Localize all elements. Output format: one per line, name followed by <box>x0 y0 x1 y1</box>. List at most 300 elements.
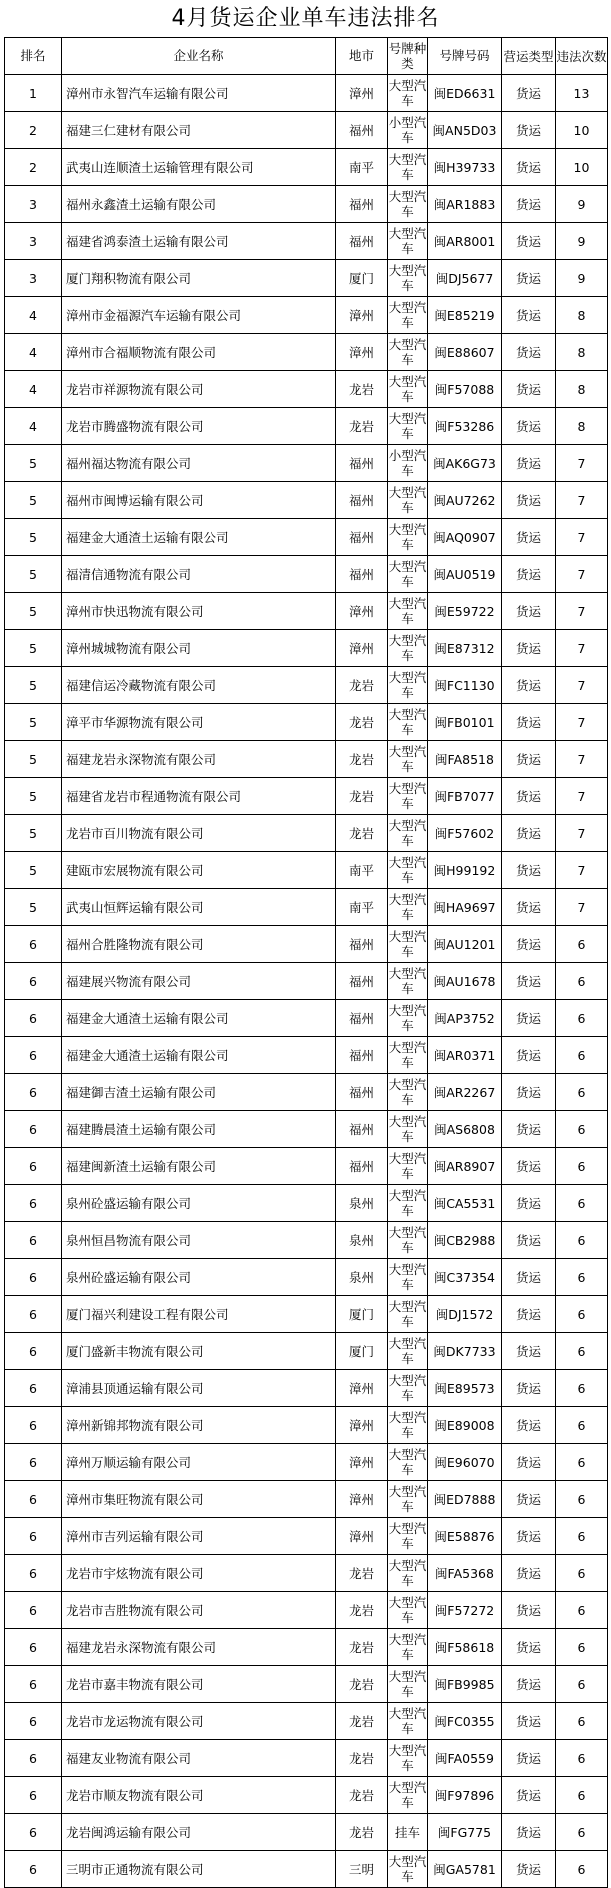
cell-rank: 6 <box>5 1481 62 1518</box>
table-row <box>5 371 608 408</box>
cell-business-type: 货运 <box>502 1407 556 1444</box>
cell-company: 漳州市吉列运输有限公司 <box>62 1518 336 1555</box>
cell-city: 龙岩 <box>336 741 388 778</box>
cell-vehicle-type: 大型汽车 <box>388 149 428 186</box>
cell-city: 龙岩 <box>336 1555 388 1592</box>
cell-plate: 闽AK6G73 <box>428 445 502 482</box>
cell-business-type: 货运 <box>502 1444 556 1481</box>
cell-business-type: 货运 <box>502 334 556 371</box>
table-row <box>5 1370 608 1407</box>
cell-rank: 5 <box>5 482 62 519</box>
cell-business-type: 货运 <box>502 1777 556 1814</box>
cell-company: 漳州新锦邦物流有限公司 <box>62 1407 336 1444</box>
cell-company: 漳平市华源物流有限公司 <box>62 704 336 741</box>
table-row <box>5 1000 608 1037</box>
cell-vehicle-type: 大型汽车 <box>388 1074 428 1111</box>
table-row <box>5 1185 608 1222</box>
cell-business-type: 货运 <box>502 630 556 667</box>
cell-violation-count: 10 <box>556 112 608 149</box>
cell-city: 漳州 <box>336 1518 388 1555</box>
cell-violation-count: 8 <box>556 371 608 408</box>
cell-violation-count: 6 <box>556 1777 608 1814</box>
table-row <box>5 1814 608 1851</box>
cell-business-type: 货运 <box>502 1666 556 1703</box>
cell-rank: 6 <box>5 1185 62 1222</box>
table-row <box>5 630 608 667</box>
cell-plate: 闽F97896 <box>428 1777 502 1814</box>
cell-plate: 闽F57602 <box>428 815 502 852</box>
cell-business-type: 货运 <box>502 778 556 815</box>
cell-violation-count: 6 <box>556 963 608 1000</box>
table-row <box>5 1111 608 1148</box>
cell-business-type: 货运 <box>502 1333 556 1370</box>
cell-rank: 3 <box>5 186 62 223</box>
cell-vehicle-type: 大型汽车 <box>388 1370 428 1407</box>
cell-vehicle-type: 大型汽车 <box>388 1148 428 1185</box>
cell-violation-count: 9 <box>556 260 608 297</box>
cell-company: 漳州市快迅物流有限公司 <box>62 593 336 630</box>
cell-business-type: 货运 <box>502 1703 556 1740</box>
cell-plate: 闽AR8907 <box>428 1148 502 1185</box>
cell-plate: 闽FG775 <box>428 1814 502 1851</box>
cell-violation-count: 6 <box>556 1222 608 1259</box>
cell-city: 龙岩 <box>336 1814 388 1851</box>
cell-violation-count: 8 <box>556 334 608 371</box>
cell-business-type: 货运 <box>502 1592 556 1629</box>
cell-violation-count: 6 <box>556 1407 608 1444</box>
cell-business-type: 货运 <box>502 1037 556 1074</box>
cell-plate: 闽AU0519 <box>428 556 502 593</box>
table-row <box>5 482 608 519</box>
cell-company: 福州永鑫渣土运输有限公司 <box>62 186 336 223</box>
cell-plate: 闽E89008 <box>428 1407 502 1444</box>
table-row <box>5 1666 608 1703</box>
cell-vehicle-type: 大型汽车 <box>388 1111 428 1148</box>
cell-city: 龙岩 <box>336 1740 388 1777</box>
cell-vehicle-type: 大型汽车 <box>388 593 428 630</box>
cell-vehicle-type: 大型汽车 <box>388 1407 428 1444</box>
cell-business-type: 货运 <box>502 667 556 704</box>
cell-company: 龙岩市龙运物流有限公司 <box>62 1703 336 1740</box>
cell-violation-count: 13 <box>556 75 608 112</box>
cell-vehicle-type: 大型汽车 <box>388 556 428 593</box>
cell-plate: 闽E58876 <box>428 1518 502 1555</box>
cell-company: 龙岩市宇炫物流有限公司 <box>62 1555 336 1592</box>
cell-business-type: 货运 <box>502 371 556 408</box>
cell-company: 福建龙岩永深物流有限公司 <box>62 1629 336 1666</box>
cell-city: 泉州 <box>336 1222 388 1259</box>
table-row <box>5 926 608 963</box>
cell-business-type: 货运 <box>502 815 556 852</box>
cell-rank: 4 <box>5 334 62 371</box>
cell-rank: 5 <box>5 556 62 593</box>
table-row <box>5 149 608 186</box>
table-row <box>5 593 608 630</box>
table-row <box>5 1629 608 1666</box>
cell-rank: 5 <box>5 593 62 630</box>
cell-company: 武夷山连顺渣土运输管理有限公司 <box>62 149 336 186</box>
cell-city: 厦门 <box>336 1296 388 1333</box>
cell-city: 福州 <box>336 1074 388 1111</box>
cell-violation-count: 7 <box>556 667 608 704</box>
cell-vehicle-type: 大型汽车 <box>388 1740 428 1777</box>
cell-vehicle-type: 大型汽车 <box>388 1000 428 1037</box>
table-row <box>5 1777 608 1814</box>
cell-plate: 闽E87312 <box>428 630 502 667</box>
cell-company: 漳浦县顶通运输有限公司 <box>62 1370 336 1407</box>
cell-vehicle-type: 大型汽车 <box>388 1185 428 1222</box>
cell-plate: 闽FB7077 <box>428 778 502 815</box>
cell-company: 漳州市合福顺物流有限公司 <box>62 334 336 371</box>
cell-rank: 5 <box>5 704 62 741</box>
header-rank: 排名 <box>5 38 62 75</box>
cell-business-type: 货运 <box>502 482 556 519</box>
cell-vehicle-type: 大型汽车 <box>388 926 428 963</box>
table-row <box>5 334 608 371</box>
cell-violation-count: 6 <box>556 1444 608 1481</box>
cell-plate: 闽FA5368 <box>428 1555 502 1592</box>
cell-city: 龙岩 <box>336 371 388 408</box>
table-row <box>5 1555 608 1592</box>
cell-violation-count: 6 <box>556 1740 608 1777</box>
cell-rank: 6 <box>5 926 62 963</box>
cell-plate: 闽FB0101 <box>428 704 502 741</box>
cell-company: 龙岩市嘉丰物流有限公司 <box>62 1666 336 1703</box>
cell-city: 福州 <box>336 482 388 519</box>
cell-plate: 闽C37354 <box>428 1259 502 1296</box>
table-row <box>5 1518 608 1555</box>
cell-business-type: 货运 <box>502 593 556 630</box>
cell-rank: 6 <box>5 1851 62 1888</box>
cell-violation-count: 7 <box>556 815 608 852</box>
header-company: 企业名称 <box>62 38 336 75</box>
cell-rank: 4 <box>5 408 62 445</box>
cell-city: 漳州 <box>336 334 388 371</box>
table-row <box>5 408 608 445</box>
cell-city: 福州 <box>336 1000 388 1037</box>
cell-company: 福建省鸿泰渣土运输有限公司 <box>62 223 336 260</box>
cell-city: 福州 <box>336 186 388 223</box>
cell-city: 龙岩 <box>336 1629 388 1666</box>
cell-city: 龙岩 <box>336 1592 388 1629</box>
cell-vehicle-type: 大型汽车 <box>388 815 428 852</box>
cell-rank: 5 <box>5 815 62 852</box>
table-row <box>5 112 608 149</box>
cell-business-type: 货运 <box>502 556 556 593</box>
cell-city: 漳州 <box>336 1407 388 1444</box>
cell-vehicle-type: 挂车 <box>388 1814 428 1851</box>
cell-rank: 6 <box>5 1074 62 1111</box>
cell-plate: 闽AS6808 <box>428 1111 502 1148</box>
cell-business-type: 货运 <box>502 1222 556 1259</box>
cell-vehicle-type: 大型汽车 <box>388 1703 428 1740</box>
cell-company: 福建三仁建材有限公司 <box>62 112 336 149</box>
cell-business-type: 货运 <box>502 186 556 223</box>
cell-business-type: 货运 <box>502 408 556 445</box>
cell-vehicle-type: 大型汽车 <box>388 852 428 889</box>
cell-violation-count: 6 <box>556 1481 608 1518</box>
table-row <box>5 556 608 593</box>
cell-plate: 闽DJ1572 <box>428 1296 502 1333</box>
cell-rank: 6 <box>5 1592 62 1629</box>
cell-plate: 闽E88607 <box>428 334 502 371</box>
cell-plate: 闽AR0371 <box>428 1037 502 1074</box>
cell-company: 龙岩市吉胜物流有限公司 <box>62 1592 336 1629</box>
cell-plate: 闽FC1130 <box>428 667 502 704</box>
cell-plate: 闽E59722 <box>428 593 502 630</box>
cell-city: 漳州 <box>336 1370 388 1407</box>
table-row <box>5 297 608 334</box>
table-row <box>5 1444 608 1481</box>
cell-city: 龙岩 <box>336 408 388 445</box>
cell-rank: 5 <box>5 445 62 482</box>
cell-rank: 6 <box>5 1000 62 1037</box>
table-row <box>5 963 608 1000</box>
cell-violation-count: 9 <box>556 186 608 223</box>
cell-rank: 3 <box>5 223 62 260</box>
cell-violation-count: 6 <box>556 1703 608 1740</box>
cell-city: 厦门 <box>336 1333 388 1370</box>
cell-business-type: 货运 <box>502 1629 556 1666</box>
cell-company: 龙岩市祥源物流有限公司 <box>62 371 336 408</box>
cell-vehicle-type: 大型汽车 <box>388 1629 428 1666</box>
cell-city: 龙岩 <box>336 704 388 741</box>
table-row <box>5 1037 608 1074</box>
cell-plate: 闽FA8518 <box>428 741 502 778</box>
cell-business-type: 货运 <box>502 1851 556 1888</box>
cell-plate: 闽DJ5677 <box>428 260 502 297</box>
cell-company: 福建闽新渣土运输有限公司 <box>62 1148 336 1185</box>
cell-company: 福建龙岩永深物流有限公司 <box>62 741 336 778</box>
table-row <box>5 1851 608 1888</box>
cell-plate: 闽ED6631 <box>428 75 502 112</box>
cell-vehicle-type: 大型汽车 <box>388 1666 428 1703</box>
cell-business-type: 货运 <box>502 889 556 926</box>
cell-vehicle-type: 大型汽车 <box>388 223 428 260</box>
cell-rank: 6 <box>5 1666 62 1703</box>
cell-city: 漳州 <box>336 75 388 112</box>
cell-business-type: 货运 <box>502 1481 556 1518</box>
cell-violation-count: 6 <box>556 1592 608 1629</box>
cell-company: 龙岩闽鸿运输有限公司 <box>62 1814 336 1851</box>
cell-vehicle-type: 大型汽车 <box>388 1481 428 1518</box>
cell-city: 南平 <box>336 149 388 186</box>
cell-violation-count: 7 <box>556 778 608 815</box>
cell-violation-count: 7 <box>556 704 608 741</box>
cell-violation-count: 6 <box>556 1333 608 1370</box>
cell-violation-count: 7 <box>556 482 608 519</box>
table-row <box>5 815 608 852</box>
cell-vehicle-type: 大型汽车 <box>388 741 428 778</box>
table-row <box>5 1148 608 1185</box>
cell-plate: 闽AU7262 <box>428 482 502 519</box>
cell-vehicle-type: 大型汽车 <box>388 1259 428 1296</box>
cell-business-type: 货运 <box>502 1296 556 1333</box>
cell-violation-count: 6 <box>556 1296 608 1333</box>
cell-company: 福建金大通渣土运输有限公司 <box>62 1000 336 1037</box>
cell-city: 福州 <box>336 1148 388 1185</box>
cell-rank: 6 <box>5 1777 62 1814</box>
cell-violation-count: 6 <box>556 926 608 963</box>
header-city: 地市 <box>336 38 388 75</box>
cell-violation-count: 7 <box>556 445 608 482</box>
cell-violation-count: 6 <box>556 1555 608 1592</box>
table-header <box>5 38 608 75</box>
cell-company: 福建友业物流有限公司 <box>62 1740 336 1777</box>
cell-business-type: 货运 <box>502 1000 556 1037</box>
cell-rank: 6 <box>5 1518 62 1555</box>
cell-business-type: 货运 <box>502 297 556 334</box>
cell-vehicle-type: 小型汽车 <box>388 445 428 482</box>
header-violation-count: 违法次数 <box>556 38 608 75</box>
cell-city: 福州 <box>336 112 388 149</box>
cell-business-type: 货运 <box>502 75 556 112</box>
cell-violation-count: 7 <box>556 556 608 593</box>
cell-plate: 闽E89573 <box>428 1370 502 1407</box>
cell-company: 福州合胜隆物流有限公司 <box>62 926 336 963</box>
cell-city: 福州 <box>336 1111 388 1148</box>
cell-violation-count: 6 <box>556 1185 608 1222</box>
table-row <box>5 1740 608 1777</box>
cell-rank: 6 <box>5 1407 62 1444</box>
table-row <box>5 260 608 297</box>
cell-company: 漳州城城物流有限公司 <box>62 630 336 667</box>
cell-plate: 闽FC0355 <box>428 1703 502 1740</box>
cell-city: 福州 <box>336 519 388 556</box>
cell-company: 厦门盛新丰物流有限公司 <box>62 1333 336 1370</box>
cell-violation-count: 6 <box>556 1851 608 1888</box>
cell-company: 福建信运冷藏物流有限公司 <box>62 667 336 704</box>
cell-violation-count: 6 <box>556 1037 608 1074</box>
cell-plate: 闽F57272 <box>428 1592 502 1629</box>
cell-company: 福州市闽博运输有限公司 <box>62 482 336 519</box>
cell-plate: 闽AQ0907 <box>428 519 502 556</box>
cell-business-type: 货运 <box>502 852 556 889</box>
table-body <box>5 75 608 1888</box>
cell-violation-count: 6 <box>556 1148 608 1185</box>
cell-business-type: 货运 <box>502 963 556 1000</box>
cell-vehicle-type: 大型汽车 <box>388 371 428 408</box>
cell-violation-count: 6 <box>556 1370 608 1407</box>
cell-rank: 5 <box>5 667 62 704</box>
cell-rank: 6 <box>5 1555 62 1592</box>
cell-vehicle-type: 大型汽车 <box>388 75 428 112</box>
cell-city: 南平 <box>336 852 388 889</box>
cell-plate: 闽AN5D03 <box>428 112 502 149</box>
cell-city: 漳州 <box>336 1444 388 1481</box>
cell-violation-count: 7 <box>556 852 608 889</box>
cell-vehicle-type: 大型汽车 <box>388 1555 428 1592</box>
cell-plate: 闽AR2267 <box>428 1074 502 1111</box>
cell-violation-count: 7 <box>556 889 608 926</box>
cell-rank: 6 <box>5 1111 62 1148</box>
cell-plate: 闽CA5531 <box>428 1185 502 1222</box>
cell-rank: 4 <box>5 297 62 334</box>
cell-rank: 6 <box>5 963 62 1000</box>
cell-business-type: 货运 <box>502 112 556 149</box>
table-row <box>5 1074 608 1111</box>
page-title: 4月货运企业单车违法排名 <box>171 6 440 31</box>
table-row <box>5 778 608 815</box>
cell-vehicle-type: 大型汽车 <box>388 704 428 741</box>
cell-company: 泉州砼盛运输有限公司 <box>62 1185 336 1222</box>
cell-violation-count: 9 <box>556 223 608 260</box>
cell-vehicle-type: 大型汽车 <box>388 186 428 223</box>
cell-vehicle-type: 大型汽车 <box>388 260 428 297</box>
cell-rank: 6 <box>5 1814 62 1851</box>
table-row <box>5 1259 608 1296</box>
cell-city: 福州 <box>336 1037 388 1074</box>
cell-company: 武夷山恒辉运输有限公司 <box>62 889 336 926</box>
cell-company: 漳州市永智汽车运输有限公司 <box>62 75 336 112</box>
table-row <box>5 1481 608 1518</box>
cell-rank: 1 <box>5 75 62 112</box>
table-row <box>5 889 608 926</box>
cell-city: 福州 <box>336 926 388 963</box>
cell-city: 龙岩 <box>336 1777 388 1814</box>
cell-city: 漳州 <box>336 630 388 667</box>
cell-rank: 6 <box>5 1333 62 1370</box>
cell-business-type: 货运 <box>502 1740 556 1777</box>
violation-ranking-table <box>4 37 608 1888</box>
cell-business-type: 货运 <box>502 926 556 963</box>
cell-plate: 闽AR8001 <box>428 223 502 260</box>
cell-violation-count: 6 <box>556 1666 608 1703</box>
cell-city: 漳州 <box>336 1481 388 1518</box>
table-row <box>5 667 608 704</box>
cell-vehicle-type: 大型汽车 <box>388 963 428 1000</box>
cell-rank: 4 <box>5 371 62 408</box>
cell-plate: 闽E96070 <box>428 1444 502 1481</box>
cell-rank: 5 <box>5 852 62 889</box>
table-row <box>5 741 608 778</box>
cell-city: 龙岩 <box>336 778 388 815</box>
cell-violation-count: 6 <box>556 1074 608 1111</box>
cell-violation-count: 8 <box>556 408 608 445</box>
cell-plate: 闽FB9985 <box>428 1666 502 1703</box>
cell-plate: 闽F53286 <box>428 408 502 445</box>
cell-violation-count: 7 <box>556 593 608 630</box>
table-row <box>5 1703 608 1740</box>
table-row <box>5 1222 608 1259</box>
table-row <box>5 1407 608 1444</box>
cell-business-type: 货运 <box>502 741 556 778</box>
cell-rank: 6 <box>5 1222 62 1259</box>
cell-violation-count: 8 <box>556 297 608 334</box>
cell-rank: 5 <box>5 519 62 556</box>
cell-rank: 3 <box>5 260 62 297</box>
cell-vehicle-type: 大型汽车 <box>388 1444 428 1481</box>
cell-plate: 闽E85219 <box>428 297 502 334</box>
cell-vehicle-type: 大型汽车 <box>388 297 428 334</box>
cell-business-type: 货运 <box>502 149 556 186</box>
cell-rank: 6 <box>5 1370 62 1407</box>
cell-company: 龙岩市腾盛物流有限公司 <box>62 408 336 445</box>
cell-company: 龙岩市百川物流有限公司 <box>62 815 336 852</box>
cell-business-type: 货运 <box>502 1259 556 1296</box>
cell-company: 泉州恒昌物流有限公司 <box>62 1222 336 1259</box>
cell-city: 南平 <box>336 889 388 926</box>
cell-vehicle-type: 大型汽车 <box>388 1296 428 1333</box>
cell-business-type: 货运 <box>502 1074 556 1111</box>
header-vehicle-type: 号牌种类 <box>388 38 428 75</box>
cell-vehicle-type: 大型汽车 <box>388 1222 428 1259</box>
cell-city: 龙岩 <box>336 667 388 704</box>
cell-violation-count: 6 <box>556 1259 608 1296</box>
cell-business-type: 货运 <box>502 1518 556 1555</box>
cell-city: 龙岩 <box>336 1666 388 1703</box>
cell-company: 三明市正通物流有限公司 <box>62 1851 336 1888</box>
